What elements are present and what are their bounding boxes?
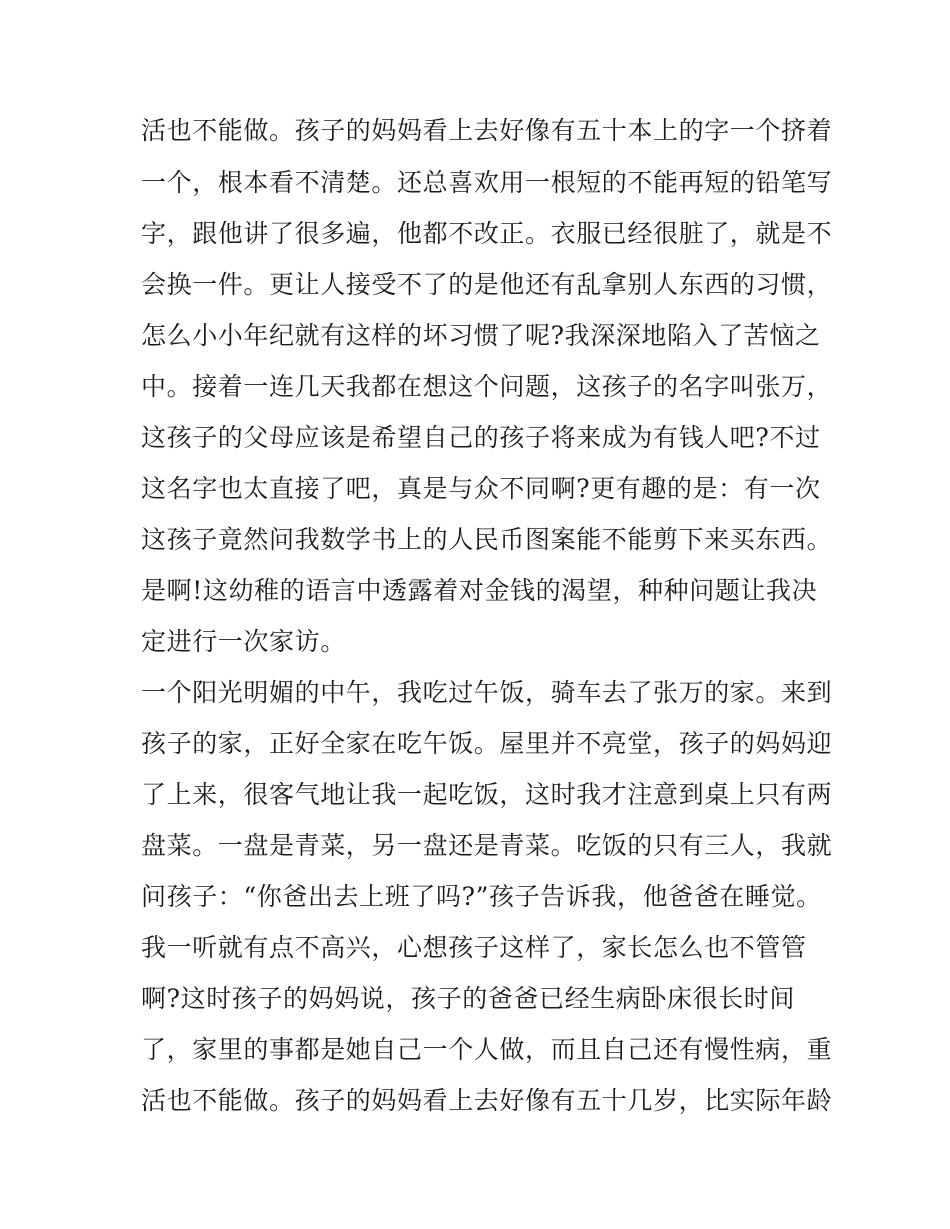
- text-line: 孩子的家，正好全家在吃午饭。屋里并不亮堂，孩子的妈妈迎: [141, 729, 833, 758]
- text-line: 了，家里的事都是她自己一个人做，而且自己还有慢性病，重: [141, 1035, 833, 1064]
- text-line: 我一听就有点不高兴，心想孩子这样了，家长怎么也不管管: [141, 933, 807, 962]
- text-line: 字，跟他讲了很多遍，他都不改正。衣服已经很脏了，就是不: [141, 219, 833, 248]
- text-line: 一个，根本看不清楚。还总喜欢用一根短的不能再短的铅笔写: [141, 168, 833, 197]
- text-line: 问孩子：“你爸出去上班了吗?”孩子告诉我，他爸爸在睡觉。: [141, 882, 822, 911]
- text-line: 中。接着一连几天我都在想这个问题，这孩子的名字叫张万，: [141, 372, 833, 401]
- text-line: 啊?这时孩子的妈妈说，孩子的爸爸已经生病卧床很长时间: [141, 984, 796, 1013]
- text-line: 会换一件。更让人接受不了的是他还有乱拿别人东西的习惯，: [141, 270, 833, 299]
- text-line: 怎么小小年纪就有这样的坏习惯了呢?我深深地陷入了苦恼之: [141, 321, 821, 350]
- text-line: 盘菜。一盘是青菜，另一盘还是青菜。吃饭的只有三人，我就: [141, 831, 833, 860]
- text-line: 是啊!这幼稚的语言中透露着对金钱的渴望，种种问题让我决: [141, 576, 818, 605]
- text-line: 这孩子竟然问我数学书上的人民币图案能不能剪下来买东西。: [141, 525, 833, 554]
- text-line: 定进行一次家访。: [141, 627, 346, 656]
- text-line: 一个阳光明媚的中午，我吃过午饭，骑车去了张万的家。来到: [141, 678, 833, 707]
- text-line: 这孩子的父母应该是希望自己的孩子将来成为有钱人吧?不过: [141, 423, 821, 452]
- text-line: 这名字也太直接了吧，真是与众不同啊?更有趣的是：有一次: [141, 474, 821, 503]
- text-line: 了上来，很客气地让我一起吃饭，这时我才注意到桌上只有两: [141, 780, 833, 809]
- text-line: 活也不能做。孩子的妈妈看上去好像有五十本上的字一个挤着: [141, 116, 833, 145]
- text-line: 活也不能做。孩子的妈妈看上去好像有五十几岁，比实际年龄: [141, 1086, 833, 1115]
